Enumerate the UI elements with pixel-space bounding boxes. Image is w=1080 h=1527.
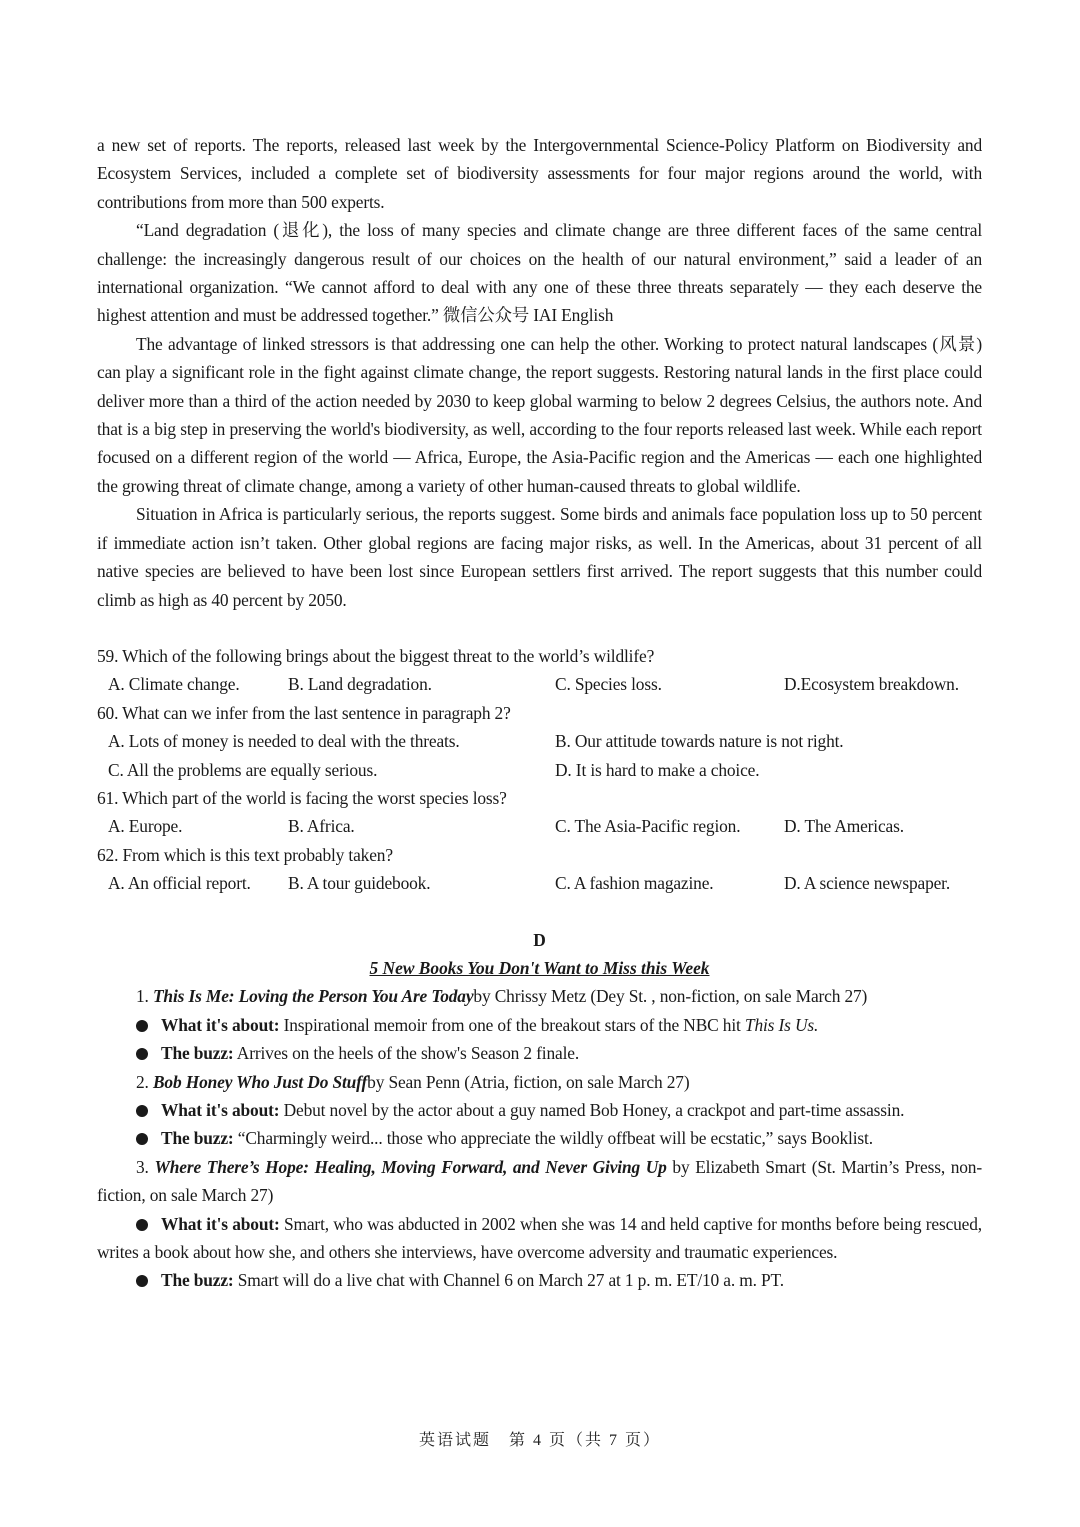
bullet-icon bbox=[136, 1048, 148, 1060]
book-buzz bbox=[97, 1039, 982, 1067]
option-b[interactable]: B. A tour guidebook. bbox=[288, 873, 431, 894]
option-a[interactable]: A. Lots of money is needed to deal with the threats. bbox=[108, 731, 460, 752]
bullet-icon bbox=[136, 1105, 148, 1117]
option-row bbox=[97, 869, 982, 897]
book-number: 2. bbox=[136, 1071, 153, 1092]
question-list bbox=[97, 642, 982, 898]
book-buzz bbox=[97, 1124, 982, 1152]
option-b[interactable]: B. Land degradation. bbox=[288, 674, 432, 695]
book-heading bbox=[97, 1153, 982, 1210]
option-c[interactable]: C. Species loss. bbox=[555, 674, 662, 695]
option-row bbox=[97, 727, 982, 755]
option-c[interactable]: C. All the problems are equally serious. bbox=[108, 759, 378, 780]
buzz-label: The buzz: bbox=[161, 1270, 234, 1291]
passage-d bbox=[97, 926, 982, 1295]
show-title: This Is Us. bbox=[744, 1014, 819, 1035]
book-entry bbox=[97, 982, 982, 1067]
option-c[interactable]: C. A fashion magazine. bbox=[555, 873, 714, 894]
option-a[interactable]: A. An official report. bbox=[108, 873, 251, 894]
option-b[interactable]: B. Our attitude towards nature is not right. bbox=[555, 731, 844, 752]
option-d[interactable]: D. The Americas. bbox=[784, 816, 904, 837]
page-footer: 英语试题 第 4 页（共 7 页） bbox=[418, 1432, 661, 1449]
book-heading bbox=[97, 982, 982, 1010]
bullet-icon bbox=[136, 1020, 148, 1032]
question-62 bbox=[97, 841, 982, 898]
option-c[interactable]: C. The Asia-Pacific region. bbox=[555, 816, 741, 837]
about-label: What it's about: bbox=[161, 1014, 280, 1035]
book-entry bbox=[97, 1153, 982, 1295]
book-title: Where There’s Hope: Healing, Moving Forward, and Never Giving Up bbox=[154, 1156, 667, 1177]
exam-page bbox=[97, 131, 982, 1295]
buzz-text: Arrives on the heels of the show's Season 2 finale. bbox=[233, 1043, 580, 1064]
about-text: Inspirational memoir from one of the breakout stars of the NBC hit bbox=[279, 1014, 745, 1035]
book-about bbox=[97, 1011, 982, 1039]
book-about bbox=[97, 1210, 982, 1267]
option-d[interactable]: D. A science newspaper. bbox=[784, 873, 951, 894]
book-meta: by Chrissy Metz (Dey St. , non-fiction, on sale March 27) bbox=[473, 986, 868, 1007]
option-a[interactable]: A. Climate change. bbox=[108, 674, 240, 695]
question-60 bbox=[97, 699, 982, 784]
option-a[interactable]: A. Europe. bbox=[108, 816, 183, 837]
about-text: Debut novel by the actor about a guy named Bob Honey, a crackpot and part-time assassin. bbox=[279, 1100, 905, 1120]
option-d[interactable]: D.Ecosystem breakdown. bbox=[784, 674, 959, 695]
buzz-label: The buzz: bbox=[161, 1043, 234, 1064]
book-number: 3. bbox=[136, 1156, 155, 1177]
paragraph: “Land degradation (退化), the loss of many species and climate change are three different faces of the same central challenge: the increasingly dangerous result of our choices on the health of our natural environment,” said a leader of an international organization. “We cannot afford to deal with any one of these three threats separately — they each deserve the highest attention and must be addressed together.” 微信公众号 IAI English bbox=[97, 220, 982, 326]
question-61 bbox=[97, 784, 982, 841]
about-label: What it's about: bbox=[161, 1213, 280, 1234]
paragraph: The advantage of linked stressors is that addressing one can help the other. Working to protect natural landscapes (风景) can play a significant role in the fight against climate change, the report suggests. Restoring natural lands in the first place could deliver more than a third of the action needed by 2030 to keep global warming to below 2 degrees Celsius, the authors note. And that is a big step in preserving the world's biodiversity, as well, according to the four reports released last week. While each report focused on a different region of the world — Africa, Europe, the Asia-Pacific region and the Americas — each one highlighted the growing threat of climate change, among a variety of other human-caused threats to global wildlife. bbox=[97, 333, 982, 496]
book-heading bbox=[97, 1068, 982, 1096]
buzz-label: The buzz: bbox=[161, 1128, 234, 1149]
buzz-text: Smart will do a live chat with Channel 6 on March 27 at 1 p. m. ET/10 a. m. PT. bbox=[233, 1270, 784, 1291]
bullet-icon bbox=[136, 1219, 148, 1231]
question-stem: 60. What can we infer from the last sentence in paragraph 2? bbox=[97, 702, 511, 723]
option-row bbox=[97, 670, 982, 698]
option-b[interactable]: B. Africa. bbox=[288, 816, 355, 837]
book-meta: by Elizabeth Smart (St. Martin’s Press, non-fiction, on sale March 27) bbox=[97, 1156, 982, 1206]
book-title: This Is Me: Loving the Person You Are Today bbox=[152, 986, 474, 1007]
book-number: 1. bbox=[136, 986, 153, 1007]
book-meta: by Sean Penn (Atria, fiction, on sale March 27) bbox=[367, 1071, 690, 1092]
paragraph: a new set of reports. The reports, released last week by the Intergovernmental Science-Policy Platform on Biodiversity and Ecosystem Services, included a complete set of biodiversity assessments for four major regions around the world, with contributions from more than 500 experts. bbox=[97, 135, 982, 212]
section-title: 5 New Books You Don't Want to Miss this Week bbox=[369, 957, 710, 978]
buzz-text: “Charmingly weird... those who appreciate the wildly offbeat will be ecstatic,” says Booklist. bbox=[233, 1128, 873, 1149]
option-row bbox=[97, 756, 982, 784]
question-59 bbox=[97, 642, 982, 699]
passage-c bbox=[97, 131, 982, 614]
question-stem: 59. Which of the following brings about the biggest threat to the world’s wildlife? bbox=[97, 645, 655, 666]
question-stem: 61. Which part of the world is facing the worst species loss? bbox=[97, 787, 507, 808]
bullet-icon bbox=[136, 1275, 148, 1287]
about-text: Smart, who was abducted in 2002 when she was 14 and held captive for months before being rescued, writes a book about how she, and others she interviews, have overcome adversity and traumatic experiences. bbox=[97, 1213, 982, 1263]
book-title: Bob Honey Who Just Do Stuff bbox=[152, 1071, 368, 1092]
book-entry bbox=[97, 1068, 982, 1153]
question-stem: 62. From which is this text probably taken? bbox=[97, 844, 393, 865]
option-row bbox=[97, 812, 982, 840]
section-letter: D bbox=[533, 929, 546, 950]
book-about bbox=[97, 1096, 982, 1124]
option-d[interactable]: D. It is hard to make a choice. bbox=[555, 759, 760, 780]
about-label: What it's about: bbox=[161, 1100, 280, 1120]
bullet-icon bbox=[136, 1133, 148, 1145]
paragraph: Situation in Africa is particularly serious, the reports suggest. Some birds and animals face population loss up to 50 percent if immediate action isn’t taken. Other global regions are facing major risks, as well. In the Americas, about 31 percent of all native species are believed to have been lost since European settlers first arrived. The report suggests that this number could climb as high as 40 percent by 2050. bbox=[97, 504, 982, 610]
book-buzz bbox=[97, 1266, 982, 1294]
